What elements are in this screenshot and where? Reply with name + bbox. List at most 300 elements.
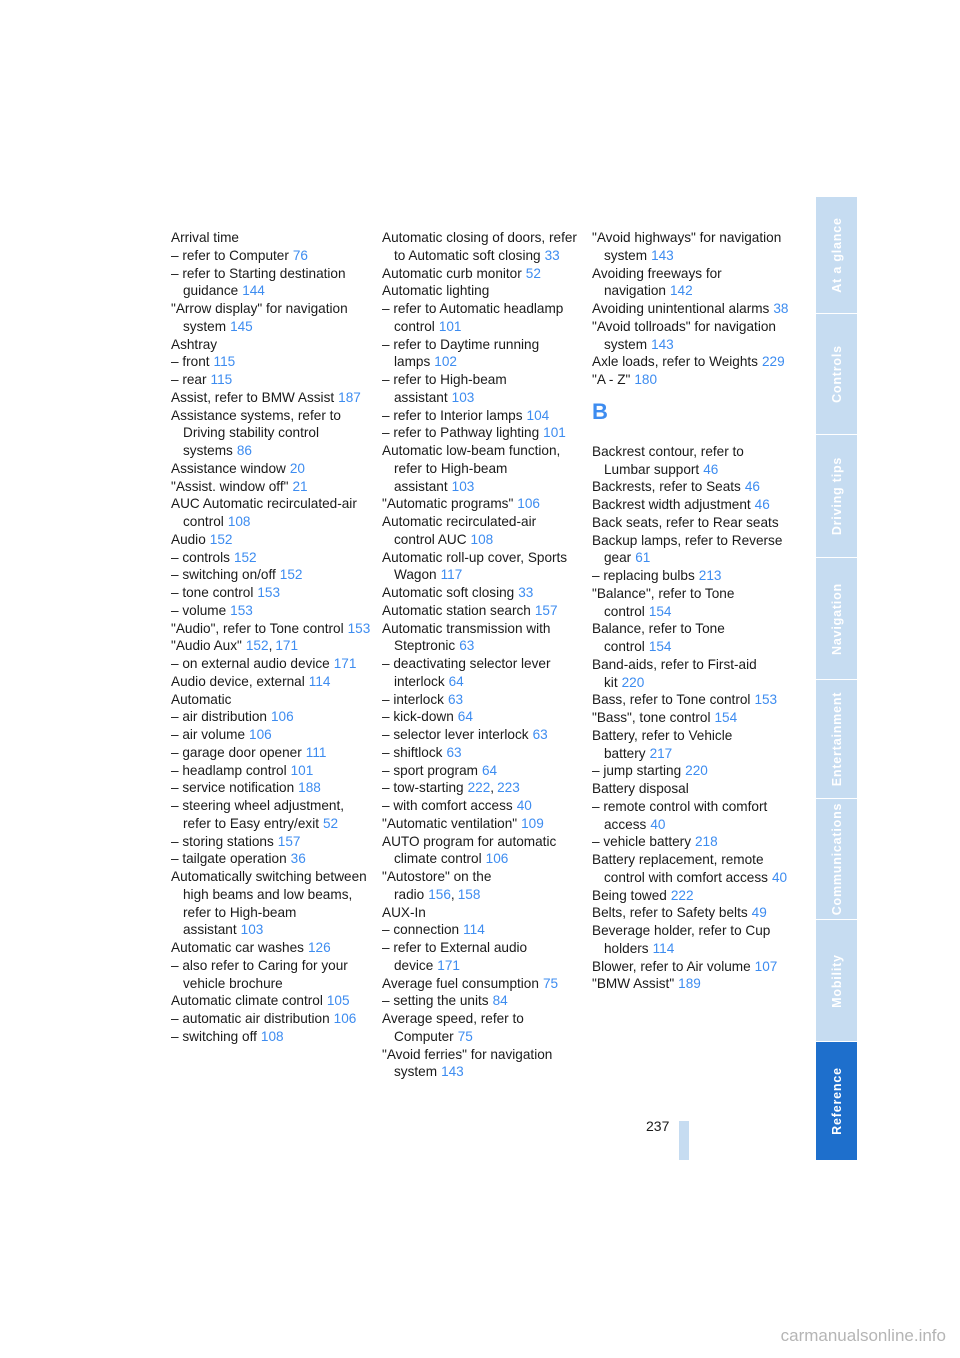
- index-entry: [382, 407, 578, 425]
- sidebar-tab-label: Navigation: [829, 582, 844, 655]
- index-entry: [171, 708, 371, 726]
- index-entry: [171, 797, 371, 833]
- page-reference-link[interactable]: 106: [517, 496, 540, 512]
- page-reference-link[interactable]: 103: [240, 922, 264, 938]
- index-entry: [171, 744, 371, 762]
- index-entry: [171, 637, 371, 655]
- page-reference-link[interactable]: 46: [754, 497, 770, 512]
- index-entry: [592, 833, 792, 851]
- page-reference-link[interactable]: 63: [446, 744, 462, 760]
- index-entry: [592, 443, 792, 479]
- index-entry-text: Backrests, refer to Seats: [592, 479, 741, 495]
- index-entry: [592, 904, 792, 922]
- index-entry-text: Average fuel consumption: [382, 975, 539, 991]
- index-entry: [171, 371, 371, 389]
- page-reference-link[interactable]: 171: [333, 656, 357, 671]
- index-entry: [592, 620, 792, 656]
- index-entry-text: Battery, refer to Vehicle battery: [592, 727, 733, 761]
- index-entry-text: – automatic air distribution: [171, 1011, 330, 1026]
- index-entry-text: "Balance", refer to Tone control: [592, 585, 735, 619]
- page-reference-link[interactable]: 142: [669, 283, 693, 299]
- sidebar-tabs: [816, 197, 857, 1160]
- index-entry-text: Band-aids, refer to First-aid kit: [592, 656, 757, 690]
- index-entry: [382, 300, 578, 336]
- index-entry-text: Belts, refer to Safety belts: [592, 905, 748, 921]
- index-entry-text: Blower, refer to Air volume: [592, 958, 751, 974]
- index-entry: [171, 939, 371, 957]
- index-entry: [592, 762, 792, 780]
- index-entry: [382, 921, 578, 939]
- page-reference-link[interactable]: 52: [525, 265, 541, 281]
- index-entry-text: – refer to Automatic headlamp control: [382, 301, 564, 334]
- index-entry-text: "Bass", tone control: [592, 710, 711, 725]
- index-entry: [171, 247, 371, 265]
- index-entry-text: Automatic recirculated-air control AUC: [382, 514, 537, 547]
- sidebar-tab-label: Controls: [829, 345, 844, 403]
- page-reference-link[interactable]: 153: [257, 585, 281, 600]
- page-reference-link[interactable]: 75: [457, 1028, 473, 1044]
- page-reference-link[interactable]: 49: [751, 905, 767, 921]
- page-reference-link[interactable]: 103: [451, 478, 475, 494]
- index-entry-text: "Autostore" on the radio: [382, 869, 492, 902]
- page-reference-link[interactable]: 106: [270, 709, 294, 725]
- page-reference-link[interactable]: 46: [744, 479, 760, 495]
- page-reference-link[interactable]: 84: [492, 993, 508, 1009]
- index-entry-text: "Audio Aux": [171, 638, 242, 654]
- index-entry: [592, 727, 792, 763]
- index-entry: [592, 585, 792, 621]
- page-reference-link[interactable]: 117: [440, 567, 463, 583]
- index-entry: [592, 353, 792, 371]
- page-reference-link[interactable]: 189: [678, 976, 701, 992]
- index-entry-text: – vehicle battery: [592, 834, 691, 850]
- index-entry-text: Automatic car washes: [171, 940, 304, 955]
- page-reference-link[interactable]: 187: [338, 389, 361, 405]
- page-reference-link[interactable]: 76: [292, 247, 308, 263]
- index-entry-text: – with comfort access: [382, 798, 513, 813]
- index-entry-text: – rear: [171, 372, 207, 387]
- page-reference-link[interactable]: 114: [463, 922, 485, 938]
- sidebar-tab-navigation[interactable]: [816, 558, 857, 679]
- index-entry-text: – refer to Starting destination guidance: [171, 265, 346, 299]
- page-reference-link[interactable]: 143: [651, 247, 674, 263]
- index-entry: [171, 850, 371, 868]
- index-entry-text: – volume: [171, 602, 227, 618]
- index-entry: [171, 407, 371, 460]
- index-entry-text: – controls: [171, 549, 230, 565]
- page-reference-link[interactable]: 144: [242, 283, 265, 299]
- index-entry: [592, 532, 792, 568]
- page-reference-link[interactable]: 52: [323, 815, 339, 831]
- index-entry: [382, 762, 578, 780]
- index-entry-text: Audio: [171, 531, 206, 547]
- page-reference-link[interactable]: 158: [457, 886, 481, 902]
- index-entry-text: – tone control: [171, 585, 254, 600]
- index-entry-text: Ashtray: [171, 336, 218, 352]
- page-reference-link[interactable]: 157: [277, 833, 301, 849]
- sidebar-tab-label: Driving tips: [829, 456, 844, 536]
- index-entry: [171, 620, 371, 638]
- index-entry-text: "A - Z": [592, 372, 631, 387]
- page-reference-link[interactable]: 107: [754, 958, 778, 974]
- page-reference-link[interactable]: 101: [543, 425, 566, 441]
- index-entry: [171, 265, 371, 301]
- index-entry-text: – sport program: [382, 762, 478, 778]
- index-entry: [382, 549, 578, 585]
- index-entry: [382, 708, 578, 726]
- index-entry: [382, 1046, 578, 1082]
- index-entry: [171, 495, 371, 531]
- index-entry-text: Axle loads, refer to Weights: [592, 354, 758, 370]
- page-reference-link[interactable]: 40: [771, 869, 788, 885]
- page-ref-separator: ,: [490, 780, 495, 796]
- index-entry-text: Bass, refer to Tone control: [592, 692, 751, 708]
- sidebar-tab-label: At a glance: [829, 217, 844, 293]
- index-entry: [592, 958, 792, 976]
- index-entry-text: Backrest width adjustment: [592, 497, 751, 512]
- page-reference-link[interactable]: 63: [447, 691, 464, 707]
- index-entry-text: – garage door opener: [171, 744, 302, 760]
- page-reference-link[interactable]: 154: [648, 639, 672, 654]
- index-entry-text: – also refer to Caring for your vehicle brochure: [171, 957, 348, 991]
- index-entry-text: Automatic lighting: [382, 283, 490, 299]
- index-entry-text: Avoiding freeways for navigation: [592, 265, 722, 299]
- index-entry: [171, 691, 371, 709]
- index-entry-text: – refer to Daytime running lamps: [382, 336, 540, 370]
- index-entry: [171, 566, 371, 584]
- index-entry-text: Average speed, refer to Computer: [382, 1011, 524, 1044]
- index-entry-text: Automatically switching between high beams and low beams, refer to High-beam assistant: [171, 869, 367, 938]
- sidebar-tab-label: Reference: [829, 1067, 844, 1135]
- index-entry-text: Avoiding unintentional alarms: [592, 301, 770, 316]
- index-entry-text: Automatic soft closing: [382, 585, 515, 600]
- page-reference-link[interactable]: 104: [526, 407, 550, 423]
- index-entry: [171, 957, 371, 993]
- watermark: carmanualsonline.info: [780, 1326, 946, 1345]
- index-entry: [382, 584, 578, 602]
- index-entry-text: – remote control with comfort access: [592, 798, 768, 832]
- index-entry-text: "BMW Assist": [592, 976, 675, 992]
- index-entry-text: – selector lever interlock: [382, 727, 529, 742]
- index-entry: [592, 709, 792, 727]
- page-reference-link[interactable]: 213: [698, 568, 722, 583]
- page-reference-link[interactable]: 33: [518, 585, 534, 600]
- sidebar-tab-communications[interactable]: [816, 799, 857, 919]
- index-entry-text: Battery disposal: [592, 781, 689, 796]
- sidebar-tab-label: Communications: [829, 802, 844, 916]
- index-entry-text: Assistance systems, refer to Driving stability control systems: [171, 407, 341, 458]
- index-entry-text: – jump starting: [592, 763, 682, 779]
- index-entry-text: "Avoid highways" for navigation system: [592, 230, 782, 263]
- index-entry: [592, 567, 792, 585]
- index-entry-text: Backup lamps, refer to Reverse gear: [592, 532, 783, 566]
- page-reference-link[interactable]: 64: [457, 709, 473, 725]
- index-entry: [171, 655, 371, 673]
- index-entry: [171, 673, 371, 691]
- index-entry: [592, 851, 792, 887]
- page-reference-link[interactable]: 106: [249, 727, 272, 742]
- index-entry-text: – air volume: [171, 727, 246, 742]
- index-entry-text: – switching off: [171, 1028, 257, 1044]
- index-entry-text: "Assist. window off": [171, 478, 289, 494]
- page-reference-link[interactable]: 171: [275, 638, 299, 654]
- index-entry: [171, 1010, 371, 1028]
- sidebar-tab-label: Entertainment: [829, 691, 844, 787]
- index-entry-text: AUX-In: [382, 904, 426, 920]
- index-entry-text: – air distribution: [171, 709, 267, 725]
- index-entry: [171, 584, 371, 602]
- index-entry: [171, 336, 371, 354]
- index-entry: [171, 726, 371, 744]
- page-reference-link[interactable]: 108: [260, 1028, 284, 1044]
- index-entry: [592, 975, 792, 993]
- index-entry-text: Automatic transmission with Steptronic: [382, 620, 551, 654]
- index-entry-text: AUC Automatic recirculated-air control: [171, 496, 357, 529]
- page-reference-link[interactable]: 152: [233, 549, 257, 565]
- index-entry: [171, 779, 371, 797]
- page-reference-link[interactable]: 109: [521, 815, 544, 831]
- page-reference-link[interactable]: 115: [213, 354, 236, 370]
- page-reference-link[interactable]: 153: [347, 620, 371, 636]
- index-entry: [382, 655, 578, 691]
- index-entry-text: Automatic: [171, 691, 232, 707]
- index-entry-text: Backrest contour, refer to Lumbar support: [592, 443, 744, 477]
- index-entry-text: – service notification: [171, 780, 295, 796]
- index-entry-text: "Automatic programs": [382, 496, 514, 512]
- index-entry: [382, 939, 578, 975]
- page-reference-link[interactable]: 157: [534, 602, 558, 618]
- page-reference-link[interactable]: 20: [289, 460, 305, 476]
- index-entry-text: – refer to Pathway lighting: [382, 425, 540, 441]
- page-reference-link[interactable]: 21: [292, 478, 308, 494]
- page-reference-link[interactable]: 145: [230, 318, 253, 334]
- index-column-3: [592, 229, 792, 993]
- index-entry: [382, 691, 578, 709]
- index-entry: [592, 514, 792, 532]
- page-reference-link[interactable]: 33: [544, 247, 560, 263]
- index-entry: [382, 513, 578, 549]
- index-entry: [382, 229, 578, 265]
- index-entry-text: Automatic closing of doors, refer to Automatic soft closing: [382, 230, 577, 263]
- page-reference-link[interactable]: 218: [695, 834, 718, 850]
- index-entry-text: Battery replacement, remote control with comfort access: [592, 852, 768, 885]
- index-entry-text: – deactivating selector lever interlock: [382, 656, 551, 689]
- index-entry-text: Automatic low-beam function, refer to High-beam assistant: [382, 443, 561, 494]
- index-entry-text: "Audio", refer to Tone control: [171, 620, 344, 636]
- page-reference-link[interactable]: 229: [761, 354, 785, 370]
- page-reference-link[interactable]: 153: [230, 602, 253, 618]
- index-entry-text: Assistance window: [171, 460, 286, 476]
- index-entry: [592, 496, 792, 514]
- index-entry-text: "Automatic ventilation": [382, 815, 518, 831]
- index-entry-text: – steering wheel adjustment, refer to Easy entry/exit: [171, 798, 345, 831]
- index-entry-text: – on external audio device: [171, 656, 330, 671]
- index-entry: [171, 460, 371, 478]
- index-entry-text: – front: [171, 354, 210, 370]
- sidebar-tab-controls[interactable]: [816, 314, 857, 434]
- index-entry: [382, 992, 578, 1010]
- index-entry-text: – kick-down: [382, 709, 454, 725]
- index-entry-text: – refer to Interior lamps: [382, 407, 523, 423]
- index-entry: [382, 495, 578, 513]
- page-reference-link[interactable]: 64: [481, 762, 498, 778]
- index-entry-text: – switching on/off: [171, 567, 276, 583]
- page-reference-link[interactable]: 171: [437, 957, 460, 973]
- index-column-2: [382, 229, 578, 1081]
- page-reference-link[interactable]: 101: [290, 762, 314, 778]
- index-entry-text: – storing stations: [171, 833, 274, 849]
- page-reference-link[interactable]: 217: [649, 745, 673, 761]
- index-entry: [592, 300, 792, 318]
- index-entry: [592, 798, 792, 834]
- sidebar-tab-label: Mobility: [829, 953, 844, 1008]
- index-entry: [171, 762, 371, 780]
- index-entry: [382, 336, 578, 372]
- page-reference-link[interactable]: 152: [245, 638, 269, 654]
- index-entry-text: Being towed: [592, 887, 667, 903]
- page-reference-link[interactable]: 64: [448, 673, 464, 689]
- index-entry-text: – refer to Computer: [171, 247, 289, 263]
- page-reference-link[interactable]: 61: [635, 550, 651, 566]
- page-reference-link[interactable]: 38: [773, 301, 789, 316]
- index-entry: [171, 992, 371, 1010]
- page-reference-link[interactable]: 103: [451, 389, 475, 405]
- page-reference-link[interactable]: 114: [652, 940, 675, 956]
- index-entry: [382, 797, 578, 815]
- page-reference-link[interactable]: 105: [326, 993, 350, 1009]
- sidebar-tab-entertainment[interactable]: [816, 680, 857, 798]
- index-entry: [382, 442, 578, 495]
- page-reference-link[interactable]: 75: [542, 975, 559, 991]
- sidebar-tab-at-a-glance[interactable]: [816, 197, 857, 313]
- page-reference-link[interactable]: 156: [428, 886, 451, 902]
- index-entry: [592, 691, 792, 709]
- sidebar-tab-reference[interactable]: [816, 1042, 857, 1160]
- index-entry: [592, 318, 792, 354]
- page-reference-link[interactable]: 152: [279, 567, 303, 583]
- index-entry-text: Audio device, external: [171, 673, 305, 689]
- index-entry-text: "Avoid ferries" for navigation system: [382, 1046, 553, 1080]
- page-number: 237: [646, 1118, 670, 1134]
- index-entry: [171, 389, 371, 407]
- index-entry-text: Back seats, refer to Rear seats: [592, 514, 779, 530]
- index-column-1: [171, 229, 371, 1046]
- index-entry: [382, 1010, 578, 1046]
- page-reference-link[interactable]: 126: [307, 940, 331, 955]
- page-reference-link[interactable]: 63: [532, 727, 548, 742]
- index-entry-text: – setting the units: [382, 993, 489, 1009]
- sidebar-tab-driving-tips[interactable]: [816, 435, 857, 557]
- page-reference-link[interactable]: 220: [685, 763, 708, 779]
- index-entry-text: – replacing bulbs: [592, 568, 695, 583]
- index-entry-text: – refer to High-beam assistant: [382, 372, 507, 405]
- index-entry: [382, 726, 578, 744]
- page-reference-link[interactable]: 86: [236, 443, 252, 458]
- index-entry-text: AUTO program for automatic climate control: [382, 833, 557, 867]
- index-entry-text: – tailgate operation: [171, 851, 287, 867]
- index-entry-text: Automatic curb monitor: [382, 265, 522, 281]
- index-entry: [592, 922, 792, 958]
- index-entry: [171, 868, 371, 939]
- page-reference-link[interactable]: 153: [754, 692, 778, 708]
- index-entry: [171, 833, 371, 851]
- page-reference-link[interactable]: 36: [290, 851, 306, 867]
- index-entry: [382, 815, 578, 833]
- index-entry: [382, 833, 578, 869]
- page-reference-link[interactable]: 63: [459, 638, 475, 654]
- page-reference-link[interactable]: 222: [670, 887, 694, 903]
- page-reference-link[interactable]: 40: [650, 816, 666, 832]
- index-entry: [592, 229, 792, 265]
- index-entry: [171, 229, 371, 247]
- page-reference-link[interactable]: 143: [441, 1064, 464, 1080]
- page-reference-link[interactable]: 114: [308, 673, 331, 689]
- index-entry-text: Assist, refer to BMW Assist: [171, 389, 335, 405]
- page-number-bar: [679, 1121, 689, 1160]
- page-reference-link[interactable]: 180: [634, 372, 658, 387]
- index-entry-text: Arrival time: [171, 230, 239, 245]
- page-reference-link[interactable]: 106: [333, 1011, 357, 1026]
- index-entry: [382, 282, 578, 300]
- page-reference-link[interactable]: 111: [305, 744, 327, 760]
- index-entry: [382, 975, 578, 993]
- page-ref-separator: ,: [450, 886, 455, 902]
- index-entry-text: – connection: [382, 922, 460, 938]
- index-entry: [592, 887, 792, 905]
- index-entry: [171, 549, 371, 567]
- page-reference-link[interactable]: 102: [434, 354, 457, 370]
- index-entry: [382, 371, 578, 407]
- index-entry-text: Automatic climate control: [171, 993, 323, 1009]
- index-entry-text: Automatic roll-up cover, Sports Wagon: [382, 549, 568, 583]
- page-reference-link[interactable]: 154: [714, 710, 738, 725]
- page-reference-link[interactable]: 101: [438, 318, 462, 334]
- page-reference-link[interactable]: 46: [703, 461, 719, 477]
- page-reference-link[interactable]: 223: [497, 780, 520, 796]
- index-entry: [171, 300, 371, 336]
- page-reference-link[interactable]: 115: [210, 372, 233, 387]
- index-entry: [382, 744, 578, 762]
- index-entry: [592, 371, 792, 389]
- section-letter-b: B: [592, 398, 608, 424]
- index-entry: [592, 478, 792, 496]
- index-entry-text: "Arrow display" for navigation system: [171, 301, 348, 334]
- page-reference-link[interactable]: 220: [621, 674, 645, 690]
- index-entry-text: Automatic station search: [382, 602, 531, 618]
- page-reference-link[interactable]: 108: [470, 531, 494, 547]
- index-entry: [171, 478, 371, 496]
- page-reference-link[interactable]: 108: [227, 514, 251, 529]
- page-reference-link[interactable]: 152: [209, 531, 233, 547]
- index-entry-text: Balance, refer to Tone control: [592, 621, 725, 654]
- page-reference-link[interactable]: 40: [516, 798, 532, 813]
- page-reference-link[interactable]: 106: [485, 851, 509, 867]
- page-reference-link[interactable]: 154: [648, 603, 672, 619]
- index-entry-text: – refer to External audio device: [382, 940, 528, 973]
- index-entry: [382, 424, 578, 442]
- index-entry: [382, 779, 578, 797]
- index-entry: [171, 531, 371, 549]
- page-reference-link[interactable]: 188: [298, 780, 321, 796]
- index-entry-text: – tow-starting: [382, 780, 464, 796]
- index-entry: [382, 265, 578, 283]
- sidebar-tab-mobility[interactable]: [816, 920, 857, 1041]
- page-reference-link[interactable]: 222: [467, 780, 491, 796]
- page-reference-link[interactable]: 143: [651, 336, 674, 352]
- index-entry: [171, 353, 371, 371]
- index-column-3-a-entries: [592, 229, 792, 389]
- index-entry-text: Beverage holder, refer to Cup holders: [592, 923, 771, 956]
